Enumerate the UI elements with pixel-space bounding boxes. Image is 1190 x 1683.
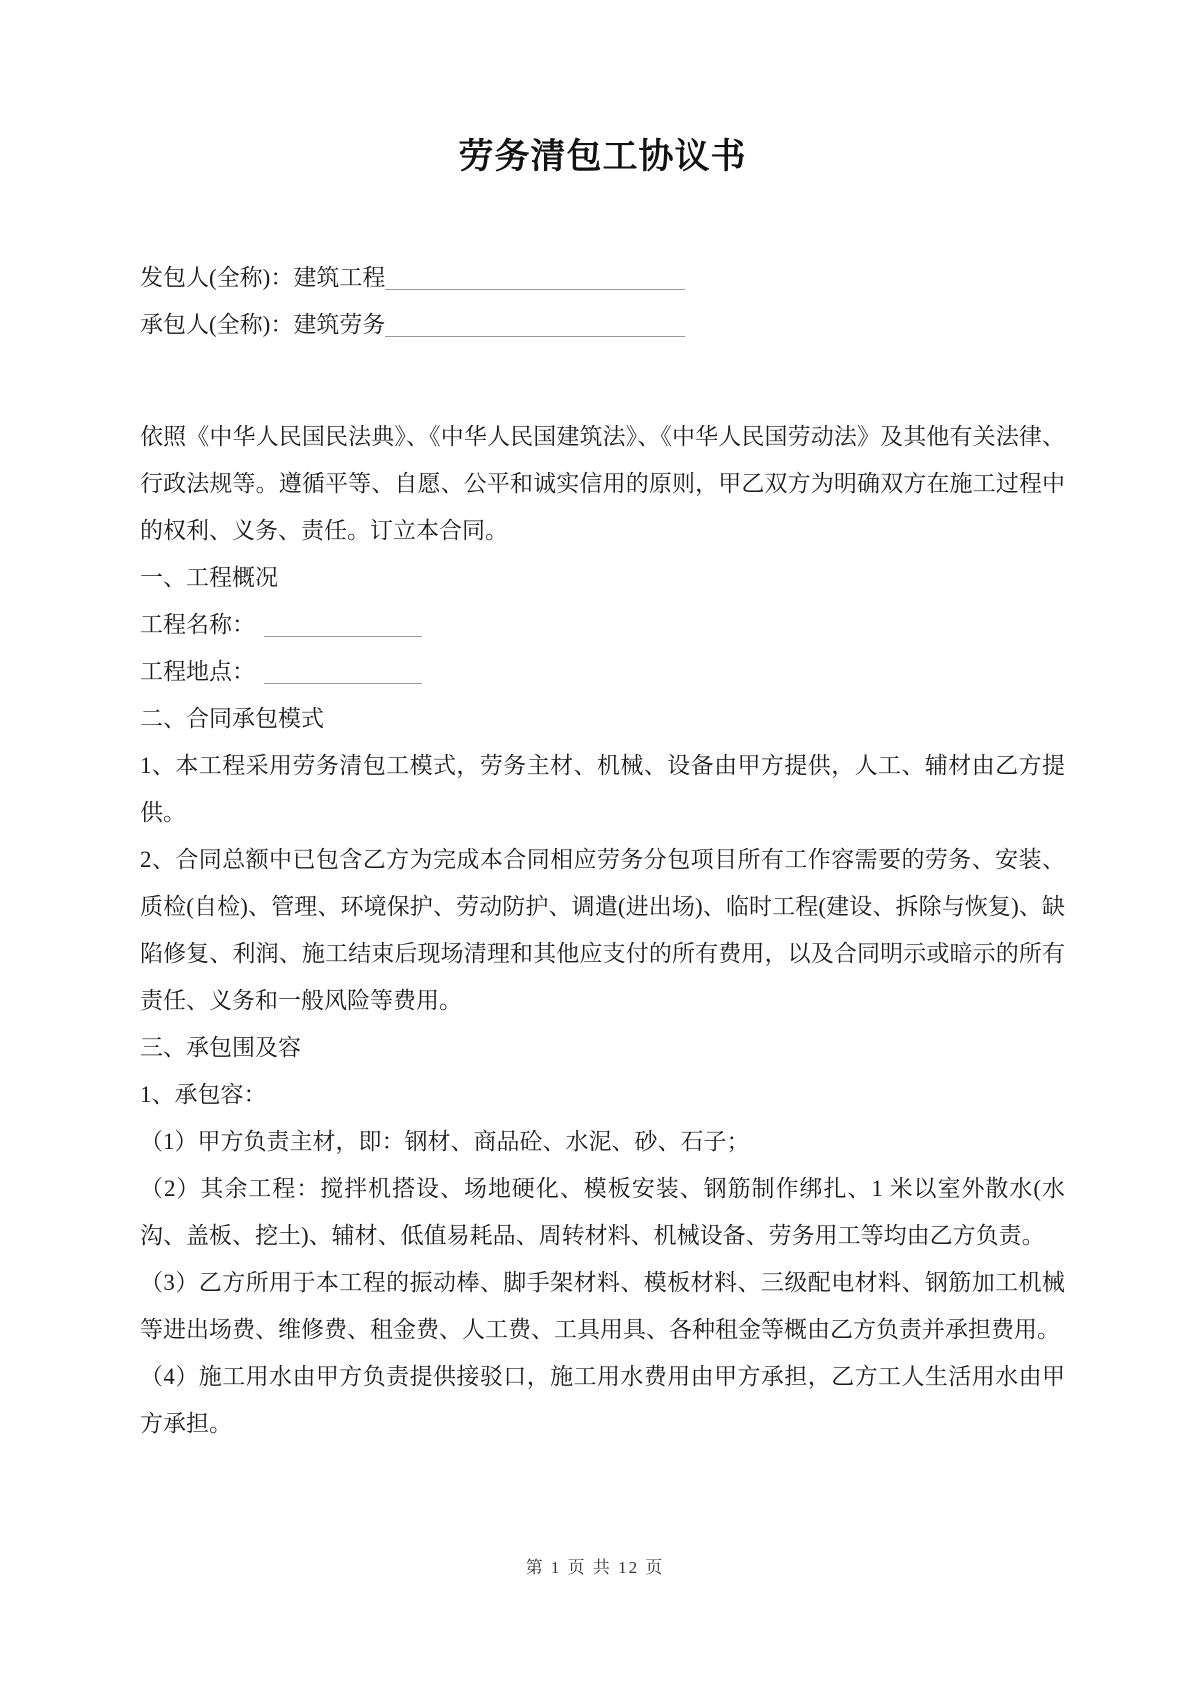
section3-subitem-1: （1）甲方负责主材，即：钢材、商品砼、水泥、砂、石子；	[140, 1129, 750, 1154]
employer-name-blank[interactable]	[385, 259, 685, 290]
section1-heading: 一、工程概况	[140, 565, 278, 590]
parties-block	[140, 254, 1065, 348]
project-location-label: 工程地点：	[140, 659, 255, 684]
project-name-line	[140, 601, 1065, 648]
section3-heading: 三、承包围及容	[140, 1035, 301, 1060]
project-location-blank[interactable]	[264, 653, 422, 684]
section2-heading: 二、合同承包模式	[140, 706, 324, 731]
contractor-name-blank[interactable]	[385, 306, 685, 337]
contractor-line	[140, 301, 1065, 348]
section3-item-1: 1、承包容：	[140, 1082, 267, 1107]
section2-item-2: 2、合同总额中已包含乙方为完成本合同相应劳务分包项目所有工作容需要的劳务、安装、质检(自检)、管理、环境保护、劳动防护、调遣(进出场)、临时工程(建设、拆除与恢复)、缺陷修复、利润、施工结束后现场清理和其他应支付的所有费用，以及合同明示或暗示的所有责任、义务和一般风险等费用。	[140, 847, 1065, 1013]
project-name-blank[interactable]	[264, 606, 422, 637]
section3-subitem-4: （4）施工用水由甲方负责提供接驳口，施工用水费用由甲方承担，乙方工人生活用水由甲方承担。	[140, 1364, 1065, 1436]
contractor-label: 承包人(全称)：建筑劳务	[140, 312, 386, 337]
intro-paragraph: 依照《中华人民国民法典》、《中华人民国建筑法》、《中华人民国劳动法》及其他有关法律、行政法规等。遵循平等、自愿、公平和诚实信用的原则，甲乙双方为明确双方在施工过程中的权利、义务、责任。订立本合同。	[140, 424, 1065, 543]
employer-label: 发包人(全称)：建筑工程	[140, 265, 386, 290]
document-content	[0, 131, 1190, 1447]
employer-line	[140, 254, 1065, 301]
project-location-line	[140, 648, 1065, 695]
page-number-footer: 第 1 页 共 12 页	[525, 1558, 665, 1577]
section3-subitem-2: （2）其余工程：搅拌机搭设、场地硬化、模板安装、钢筋制作绑扎、1 米以室外散水(水沟、盖板、挖土)、辅材、低值易耗品、周转材料、机械设备、劳务用工等均由乙方负责。	[140, 1176, 1065, 1248]
section2-item-1: 1、本工程采用劳务清包工模式，劳务主材、机械、设备由甲方提供，人工、辅材由乙方提供。	[140, 753, 1065, 825]
document-title: 劳务清包工协议书	[458, 137, 747, 176]
contract-body	[140, 413, 1065, 1447]
section3-subitem-3: （3）乙方所用于本工程的振动棒、脚手架材料、模板材料、三级配电材料、钢筋加工机械等进出场费、维修费、租金费、人工费、工具用具、各种租金等概由乙方负责并承担费用。	[140, 1270, 1065, 1342]
project-name-label: 工程名称：	[140, 612, 255, 637]
